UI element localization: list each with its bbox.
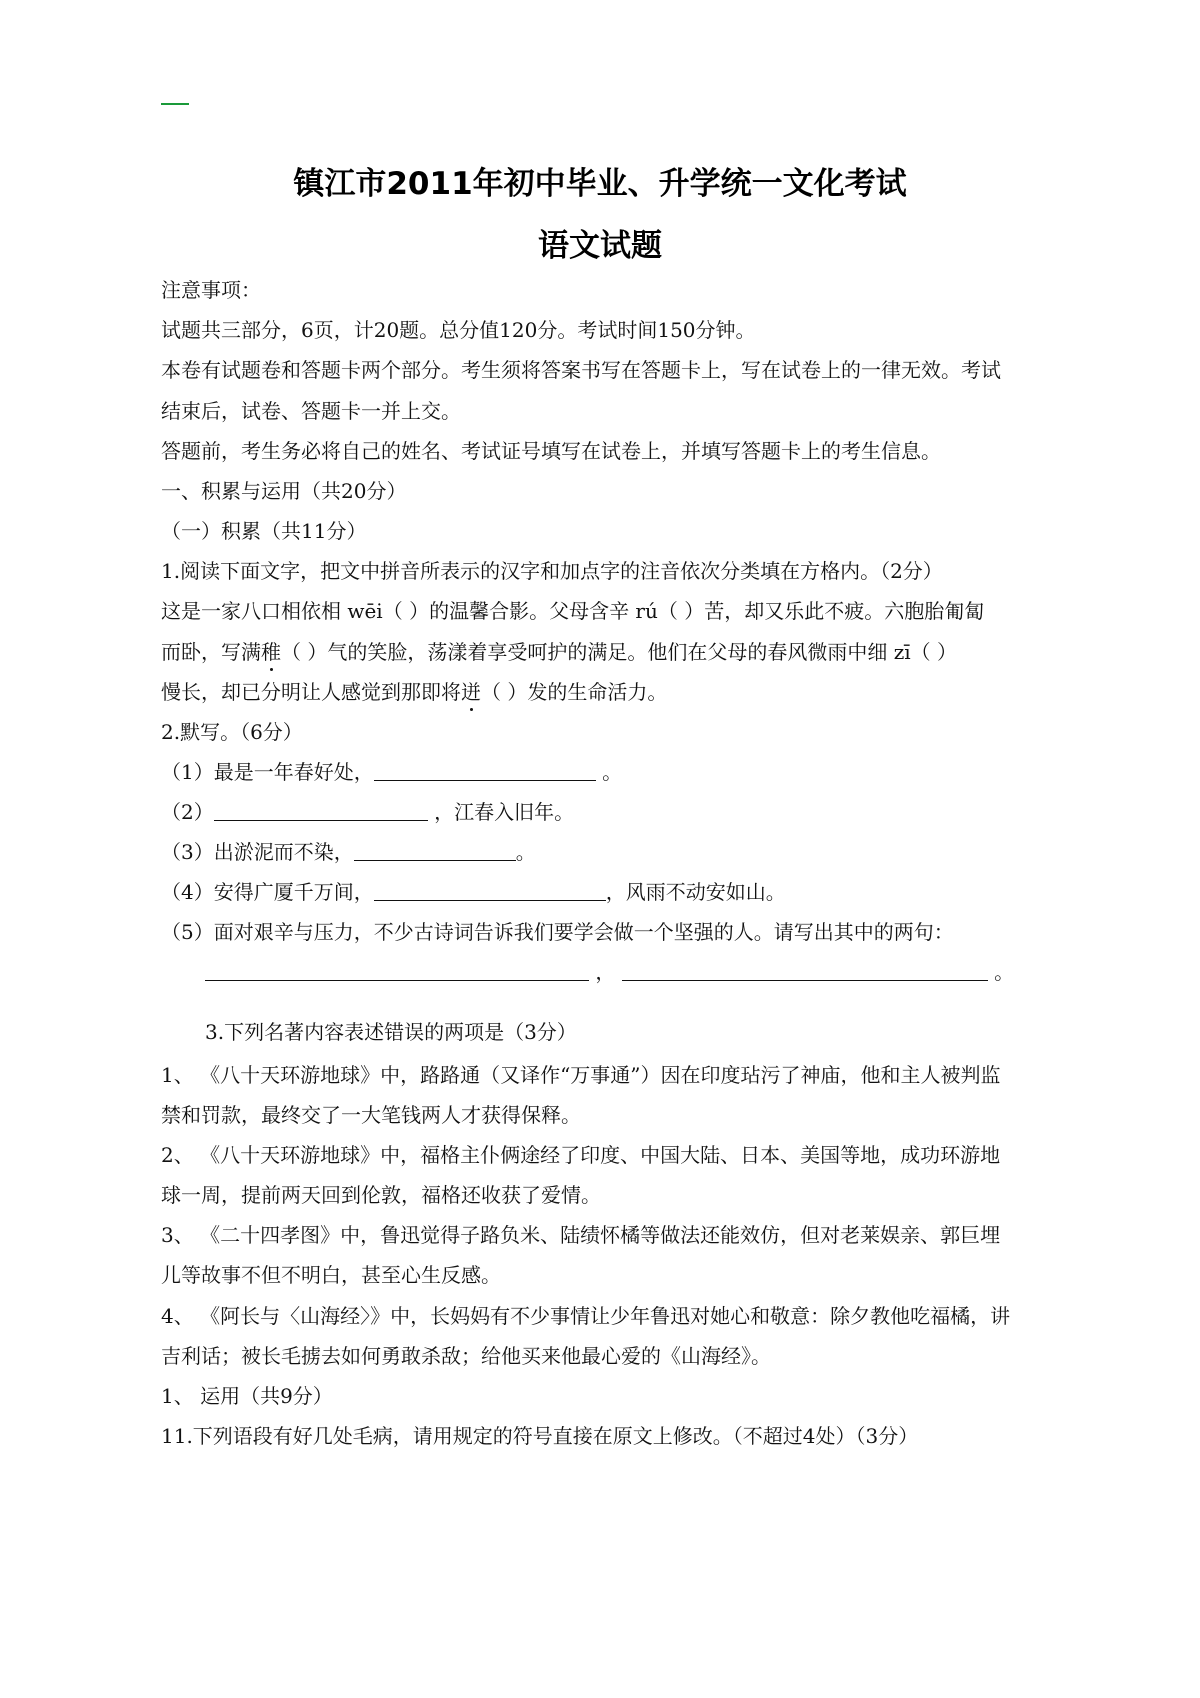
q3-option-1-line-1: 1、 《八十天环游地球》中，路路通（又译作“万事通”）因在印度玷污了神庙，他和主人被判监 — [161, 1063, 1001, 1087]
notes-line-2a: 本卷有试题卷和答题卡两个部分。考生须将答案书写在答题卡上，写在试卷上的一律无效。考试 — [161, 358, 1001, 382]
q1-line3-text-a: 慢长，却已分明让人感觉到那即将 — [161, 680, 461, 704]
q3-option-4-line-1: 4、 《阿长与〈山海经〉》中，长妈妈有不少事情让少年鲁迅对她心和敬意：除夕教他吃福橘，讲 — [161, 1304, 1011, 1328]
q3-option-1-line-2: 禁和罚款，最终交了一大笔钱两人才获得保释。 — [161, 1103, 581, 1127]
q1-stem: 1.阅读下面文字，把文中拼音所表示的汉字和加点字的注音依次分类填在方格内。（2分） — [161, 559, 943, 583]
q2-item-2 — [161, 798, 574, 826]
q1-line2-text-b: （ ）气的笑脸，荡漾着享受呵护的满足。他们在父母的春风微雨中细 zī（ ） — [281, 640, 958, 664]
q2-item-3-suffix: 。 — [515, 840, 536, 864]
q3-stem: 3.下列名著内容表述错误的两项是（3分） — [205, 1020, 577, 1044]
part1-sub2-heading: 1、 运用（共9分） — [161, 1384, 333, 1408]
answer-blank-4[interactable] — [374, 880, 606, 901]
q2-item-4-prefix: （4）安得广厦千万间， — [161, 880, 374, 904]
q1-passage-line-3 — [161, 678, 667, 706]
q2-item-1 — [161, 758, 622, 786]
q2-stem: 2.默写。（6分） — [161, 720, 303, 744]
q3-option-4-line-2: 吉利话；被长毛掳去如何勇敢杀敌；给他买来他最心爱的《山海经》。 — [161, 1344, 771, 1368]
q3-option-2-line-2: 球一周，提前两天回到伦敦，福格还收获了爱情。 — [161, 1183, 601, 1207]
notes-heading: 注意事项： — [161, 278, 261, 302]
answer-blank-2[interactable] — [214, 800, 428, 821]
q3-option-3-line-2: 儿等故事不但不明白，甚至心生反感。 — [161, 1263, 501, 1287]
q2-item-2-suffix: ，江春入旧年。 — [434, 800, 575, 824]
q2-item-4-suffix: ，风雨不动安如山。 — [605, 880, 786, 904]
q2-item-1-prefix: （1）最是一年春好处， — [161, 760, 374, 784]
exam-subtitle: 语文试题 — [538, 228, 662, 264]
q2-item-2-prefix: （2） — [161, 800, 214, 824]
q2-item-5-answers — [205, 958, 1014, 986]
dotted-char-beng: 迸 — [461, 680, 481, 704]
q2-item-3 — [161, 838, 536, 866]
q2-item-5-separator: ， — [595, 960, 616, 984]
q2-item-5: （5）面对艰辛与压力，不少古诗词告诉我们要学会做一个坚强的人。请写出其中的两句： — [161, 920, 954, 944]
part1-heading: 一、积累与运用（共20分） — [161, 479, 407, 503]
answer-blank-5b[interactable] — [622, 960, 988, 981]
q1-passage-line-1: 这是一家八口相依相 wēi（ ）的温馨合影。父母含辛 rú（ ）苦，却又乐此不疲。六胞胎匍匐 — [161, 599, 985, 623]
q1-line3-text-b: （ ）发的生命活力。 — [481, 680, 668, 704]
q2-item-1-suffix: 。 — [602, 760, 623, 784]
q3-option-3-line-1: 3、 《二十四孝图》中，鲁迅觉得子路负米、陆绩怀橘等做法还能效仿，但对老莱娱亲、郭巨埋 — [161, 1223, 1001, 1247]
notes-line-3: 答题前，考生务必将自己的姓名、考试证号填写在试卷上，并填写答题卡上的考生信息。 — [161, 439, 941, 463]
answer-blank-5a[interactable] — [205, 960, 589, 981]
green-dash-mark — [161, 103, 189, 105]
part1-sub1-heading: （一）积累（共11分） — [161, 519, 367, 543]
exam-title: 镇江市2011年初中毕业、升学统一文化考试 — [293, 166, 907, 202]
notes-line-1: 试题共三部分，6页，计20题。总分值120分。考试时间150分钟。 — [161, 318, 756, 342]
notes-line-2b: 结束后，试卷、答题卡一并上交。 — [161, 399, 461, 423]
q2-item-3-prefix: （3）出淤泥而不染， — [161, 840, 354, 864]
q2-item-5-end: 。 — [994, 960, 1015, 984]
answer-blank-3[interactable] — [354, 840, 516, 861]
q3-option-2-line-1: 2、 《八十天环游地球》中，福格主仆俩途经了印度、中国大陆、日本、美国等地，成功环游地 — [161, 1143, 1001, 1167]
q1-line2-text-a: 而卧，写满 — [161, 640, 261, 664]
q11-stem: 11.下列语段有好几处毛病，请用规定的符号直接在原文上修改。（不超过4处）（3分） — [161, 1424, 919, 1448]
dotted-char-zhi: 稚 — [261, 640, 281, 664]
answer-blank-1[interactable] — [374, 760, 596, 781]
q1-passage-line-2 — [161, 638, 957, 666]
q2-item-4 — [161, 878, 786, 906]
